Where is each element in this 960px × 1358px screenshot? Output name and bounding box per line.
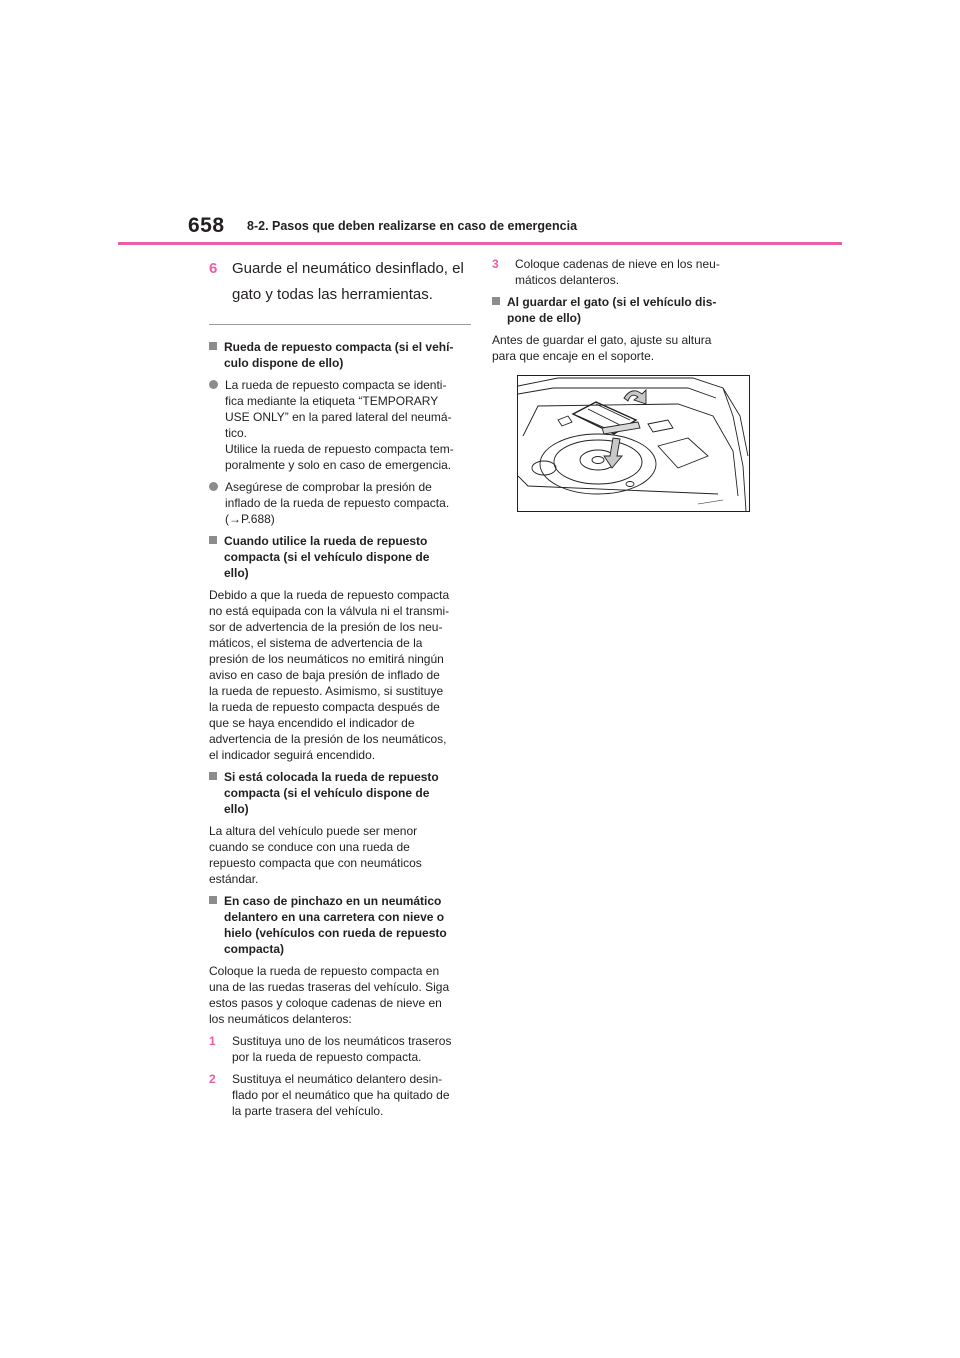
- step-number: 2: [209, 1072, 216, 1086]
- paragraph: Coloque la rueda de repuesto compacta en una de las ruedas traseras del vehículo. Siga estos pasos y coloque cadenas de nieve en los neumáticos delanteros:: [209, 964, 450, 1026]
- square-bullet-icon: [209, 772, 217, 780]
- step-number: 6: [209, 260, 218, 277]
- step-text: Sustituya el neumático delantero desin- flado por el neumático que ha quitado de la parte trasera del vehículo.: [232, 1072, 450, 1118]
- subheading-storing-jack: [492, 294, 750, 326]
- subheading-flat-snow: [209, 893, 471, 957]
- square-bullet-icon: [209, 342, 217, 350]
- bullet-item: [209, 479, 471, 527]
- square-bullet-icon: [209, 536, 217, 544]
- subheading-text: En caso de pinchazo en un neumático delantero en una carretera con nieve o hielo (vehículos con rueda de repuesto compacta): [224, 894, 447, 956]
- subheading-text: Si está colocada la rueda de repuesto compacta (si el vehículo dispone de ello): [224, 770, 439, 816]
- page-number: 658: [188, 214, 225, 237]
- bullet-text: Asegúrese de comprobar la presión de inflado de la rueda de repuesto compacta. (→P.688): [225, 480, 450, 526]
- subheading-text: Al guardar el gato (si el vehículo dis- pone de ello): [507, 295, 717, 325]
- divider: [209, 324, 471, 325]
- step-3: [492, 256, 750, 288]
- jack-storage-drawing: [518, 376, 749, 511]
- step-number: 3: [492, 257, 499, 271]
- paragraph: Antes de guardar el gato, ajuste su altura para que encaje en el soporte.: [492, 333, 712, 363]
- step-number: 1: [209, 1034, 216, 1048]
- subheading-using-spare: [209, 533, 471, 581]
- paragraph: La altura del vehículo puede ser menor cuando se conduce con una rueda de repuesto compacta que con neumáticos estándar.: [209, 824, 422, 886]
- circle-bullet-icon: [209, 380, 218, 389]
- step-6: [209, 256, 471, 308]
- step-1: [209, 1033, 471, 1065]
- square-bullet-icon: [492, 297, 500, 305]
- step-text: Guarde el neumático desinflado, el gato y todas las herramientas.: [232, 260, 464, 303]
- step-2: [209, 1071, 471, 1119]
- section-title: 8-2. Pasos que deben realizarse en caso de emergencia: [247, 219, 578, 233]
- jack-storage-illustration: [517, 375, 750, 512]
- bullet-text: La rueda de repuesto compacta se identi- fica mediante la etiqueta “TEMPORARY USE ONLY” en la pared lateral del neumá- tico. Utilice la rueda de repuesto compacta tem- poralmente y solo en caso de emergencia.: [225, 378, 454, 472]
- step-text: Coloque cadenas de nieve en los neu- máticos delanteros.: [515, 257, 720, 287]
- bullet-item: [209, 377, 471, 473]
- subheading-compact-spare: [209, 339, 471, 371]
- subheading-installed-spare: [209, 769, 471, 817]
- circle-bullet-icon: [209, 482, 218, 491]
- header-rule: [118, 242, 842, 245]
- left-column: [209, 256, 471, 1125]
- right-column: [492, 256, 750, 370]
- square-bullet-icon: [209, 896, 217, 904]
- subheading-text: Rueda de repuesto compacta (si el vehí- culo dispone de ello): [224, 340, 454, 370]
- subheading-text: Cuando utilice la rueda de repuesto compacta (si el vehículo dispone de ello): [224, 534, 430, 580]
- step-text: Sustituya uno de los neumáticos traseros por la rueda de repuesto compacta.: [232, 1034, 452, 1064]
- paragraph: Debido a que la rueda de repuesto compacta no está equipada con la válvula ni el transmi- sor de advertencia de la presión de los neu- máticos, el sistema de advertencia de la presión de los neumáticos no emitirá ningún aviso en caso de baja presión de inflado de la rueda de repuesto. Asimismo, si sustituye la rueda de repuesto compacta después de que se haya encendido el indicador de advertencia de la presión de los neumáticos, el indicador seguirá encendido.: [209, 588, 450, 762]
